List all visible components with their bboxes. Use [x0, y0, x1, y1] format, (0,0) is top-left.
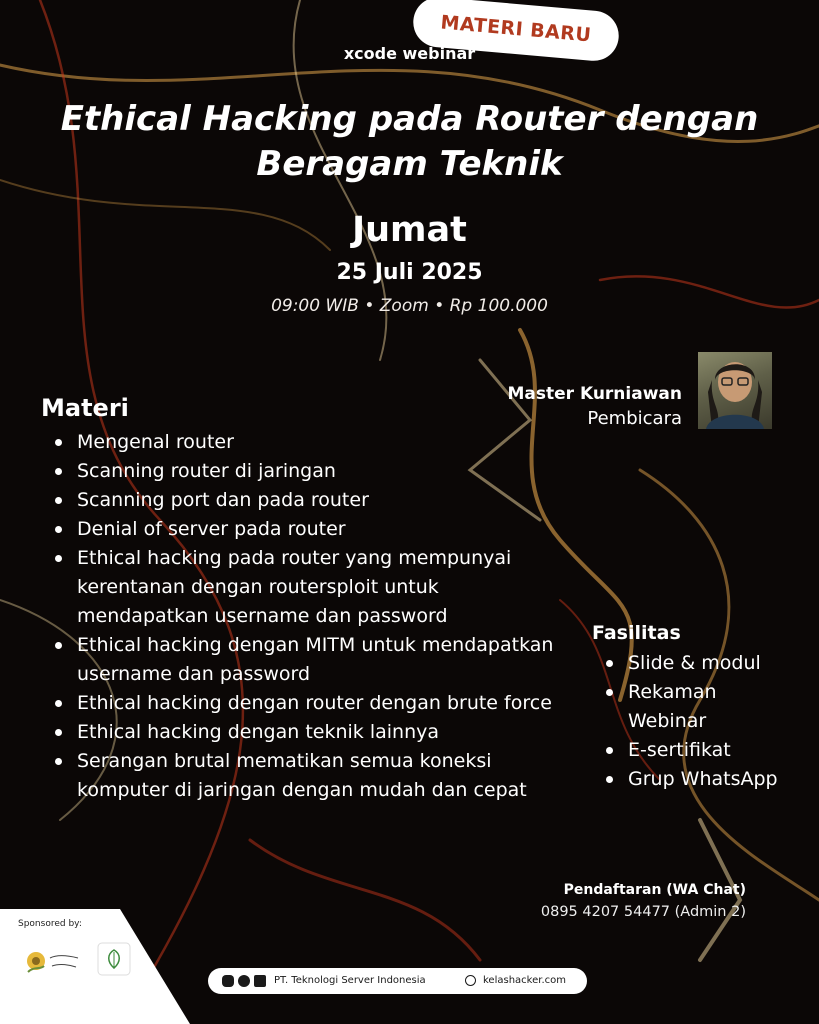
globe-icon — [465, 975, 476, 986]
speaker-role: Pembicara — [587, 408, 682, 429]
webinar-title — [20, 97, 799, 187]
event-date: 25 Juli 2025 — [336, 260, 483, 285]
sponsor-leaf-logo — [97, 942, 131, 976]
list-item: Ethical hacking pada router yang mempunyai kerentanan dengan routersploit untuk mendapatkan username dan password — [77, 544, 567, 631]
list-item: Scanning port dan pada router — [77, 486, 567, 515]
title-line-1: Ethical Hacking pada Router dengan — [60, 99, 759, 139]
list-item: Serangan brutal mematikan semua koneksi komputer di jaringan dengan mudah dan cepat — [77, 747, 567, 805]
linkedin-icon[interactable] — [254, 975, 266, 987]
company-name: PT. Teknologi Server Indonesia — [274, 975, 426, 986]
event-day: Jumat — [352, 210, 467, 250]
speaker-avatar — [698, 352, 772, 429]
materi-list — [77, 428, 567, 805]
list-item: Rekaman Webinar — [628, 678, 798, 736]
person-icon — [698, 352, 772, 429]
registration-phone[interactable]: 0895 4207 54477 (Admin 2) — [540, 904, 746, 920]
list-item: Mengenal router — [77, 428, 567, 457]
footer-bar — [208, 968, 587, 994]
list-item: Ethical hacking dengan MITM untuk mendapatkan username dan password — [77, 631, 567, 689]
bloomin-nails-logo — [24, 946, 82, 976]
website-link[interactable]: kelashacker.com — [483, 975, 566, 986]
instagram-icon[interactable] — [222, 975, 234, 987]
brand-name: xcode webinar — [343, 44, 476, 63]
title-line-2: Beragam Teknik — [256, 144, 563, 184]
list-item: E-sertifikat — [628, 736, 798, 765]
speaker-name: Master Kurniawan — [507, 384, 682, 404]
sponsor-label: Sponsored by: — [18, 919, 82, 929]
list-item: Grup WhatsApp — [628, 765, 798, 794]
event-info: 09:00 WIB • Zoom • Rp 100.000 — [271, 296, 548, 316]
materi-heading: Materi — [41, 394, 129, 422]
list-item: Ethical hacking dengan router dengan brute force — [77, 689, 567, 718]
list-item: Scanning router di jaringan — [77, 457, 567, 486]
youtube-icon[interactable] — [238, 975, 250, 987]
new-material-badge: MATERI BARU — [411, 0, 621, 63]
list-item: Denial of server pada router — [77, 515, 567, 544]
fasilitas-heading: Fasilitas — [592, 622, 681, 644]
fasilitas-list — [628, 649, 798, 794]
list-item: Ethical hacking dengan teknik lainnya — [77, 718, 567, 747]
registration-label: Pendaftaran (WA Chat) — [563, 882, 746, 898]
list-item: Slide & modul — [628, 649, 798, 678]
